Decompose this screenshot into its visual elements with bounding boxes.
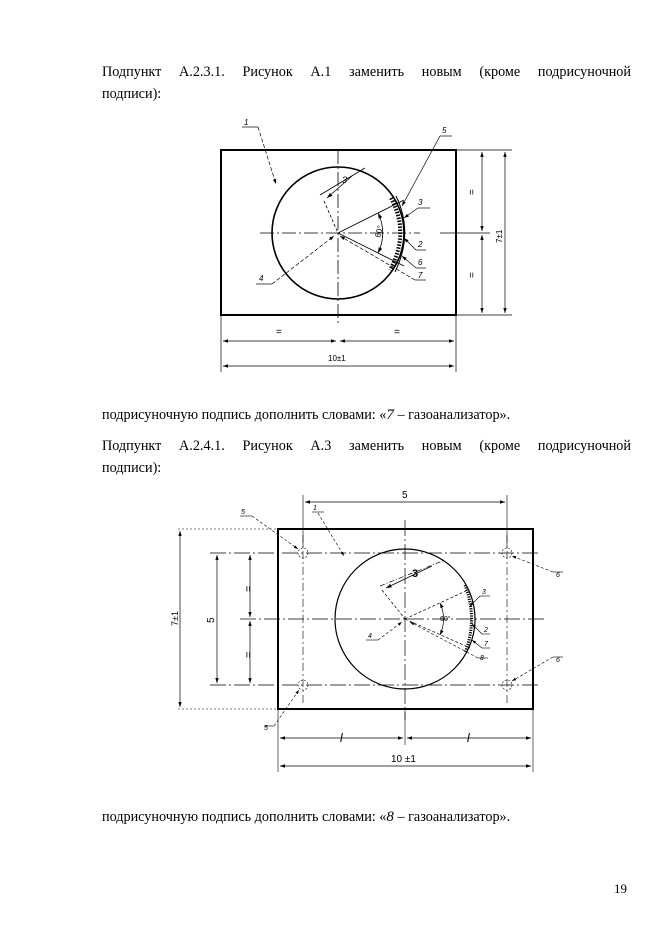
figure-a1-equal-bottom-left: =: [276, 327, 282, 338]
caption-addition-a3: [102, 809, 510, 826]
figure-a3-width-tol: 10 ±1: [391, 754, 416, 765]
figure-a3-callout-5-top: 5: [241, 509, 245, 516]
figure-a3-radius-label: 3: [412, 568, 419, 580]
figure-a3-callout-8: 8: [480, 655, 484, 662]
figure-a3-height-tol: 7±1: [170, 611, 180, 626]
figure-a3-callout-1: 1: [313, 505, 317, 512]
figure-a3-l-right: l: [467, 731, 470, 745]
paragraph-a231-line1: Подпункт А.2.3.1. Рисунок А.1 заменить новым (кроме подрисуночной: [102, 64, 631, 80]
figure-a1-width-tol: 10±1: [328, 354, 346, 363]
figure-a1-angle-label: 60°: [373, 224, 386, 239]
figure-a3-dim-left: 5: [206, 617, 217, 623]
figure-a1-callout-5: 5: [442, 126, 447, 135]
figure-a1-callout-4: 4: [259, 274, 264, 283]
figure-a3-equal-left-top: =: [243, 585, 255, 592]
figure-a1-equal-bottom-right: =: [394, 327, 400, 338]
caption-a3-suffix: – газоанализатор».: [393, 809, 511, 825]
figure-a3-callout-2: 2: [484, 627, 488, 634]
figure-a1-callout-2: 2: [418, 240, 423, 249]
paragraph-a241-line2: подписи):: [102, 460, 162, 476]
figure-a3-callout-7: 7: [484, 641, 488, 648]
paragraph-a241-line1: Подпункт А.2.4.1. Рисунок А.3 заменить новым (кроме подрисуночной: [102, 438, 631, 454]
figure-a3-callout-3: 3: [482, 589, 486, 596]
figure-a3-l-left: l: [340, 731, 343, 745]
caption-a1-suffix: – газоанализатор».: [393, 407, 511, 423]
caption-a3-number: 8: [386, 809, 394, 825]
figure-a1-callout-6: 6: [418, 258, 423, 267]
figure-a1-callout-1: 1: [244, 118, 249, 127]
paragraph-a231-line2: подписи):: [102, 86, 162, 102]
caption-a1-number: 7: [386, 407, 394, 423]
figure-a1-equal-right-bottom: =: [467, 272, 478, 278]
figure-a1-equal-right-top: =: [467, 189, 478, 195]
figure-a1-callout-7: 7: [418, 271, 423, 280]
figure-a1-height-tol: 7±1: [495, 229, 504, 243]
figure-a3-dim-top: 5: [402, 490, 408, 501]
page-number: 19: [614, 881, 627, 896]
figure-a1-radius-label: 3: [342, 175, 348, 185]
figure-a3-callout-6-bottom: 6: [556, 657, 560, 664]
figure-a3-callout-4: 4: [368, 633, 372, 640]
figure-a3-equal-left-bottom: =: [243, 651, 255, 658]
caption-a1-prefix: подрисуночную подпись дополнить словами: «: [102, 407, 387, 423]
figure-a3-callout-5-bottom: 5: [264, 725, 268, 732]
figure-a3-callout-6-top: 6: [556, 572, 560, 579]
caption-a3-prefix: подрисуночную подпись дополнить словами: «: [102, 809, 387, 825]
figure-a1-callout-3: 3: [418, 198, 423, 207]
figure-a3-angle-label: 60°: [440, 616, 451, 623]
